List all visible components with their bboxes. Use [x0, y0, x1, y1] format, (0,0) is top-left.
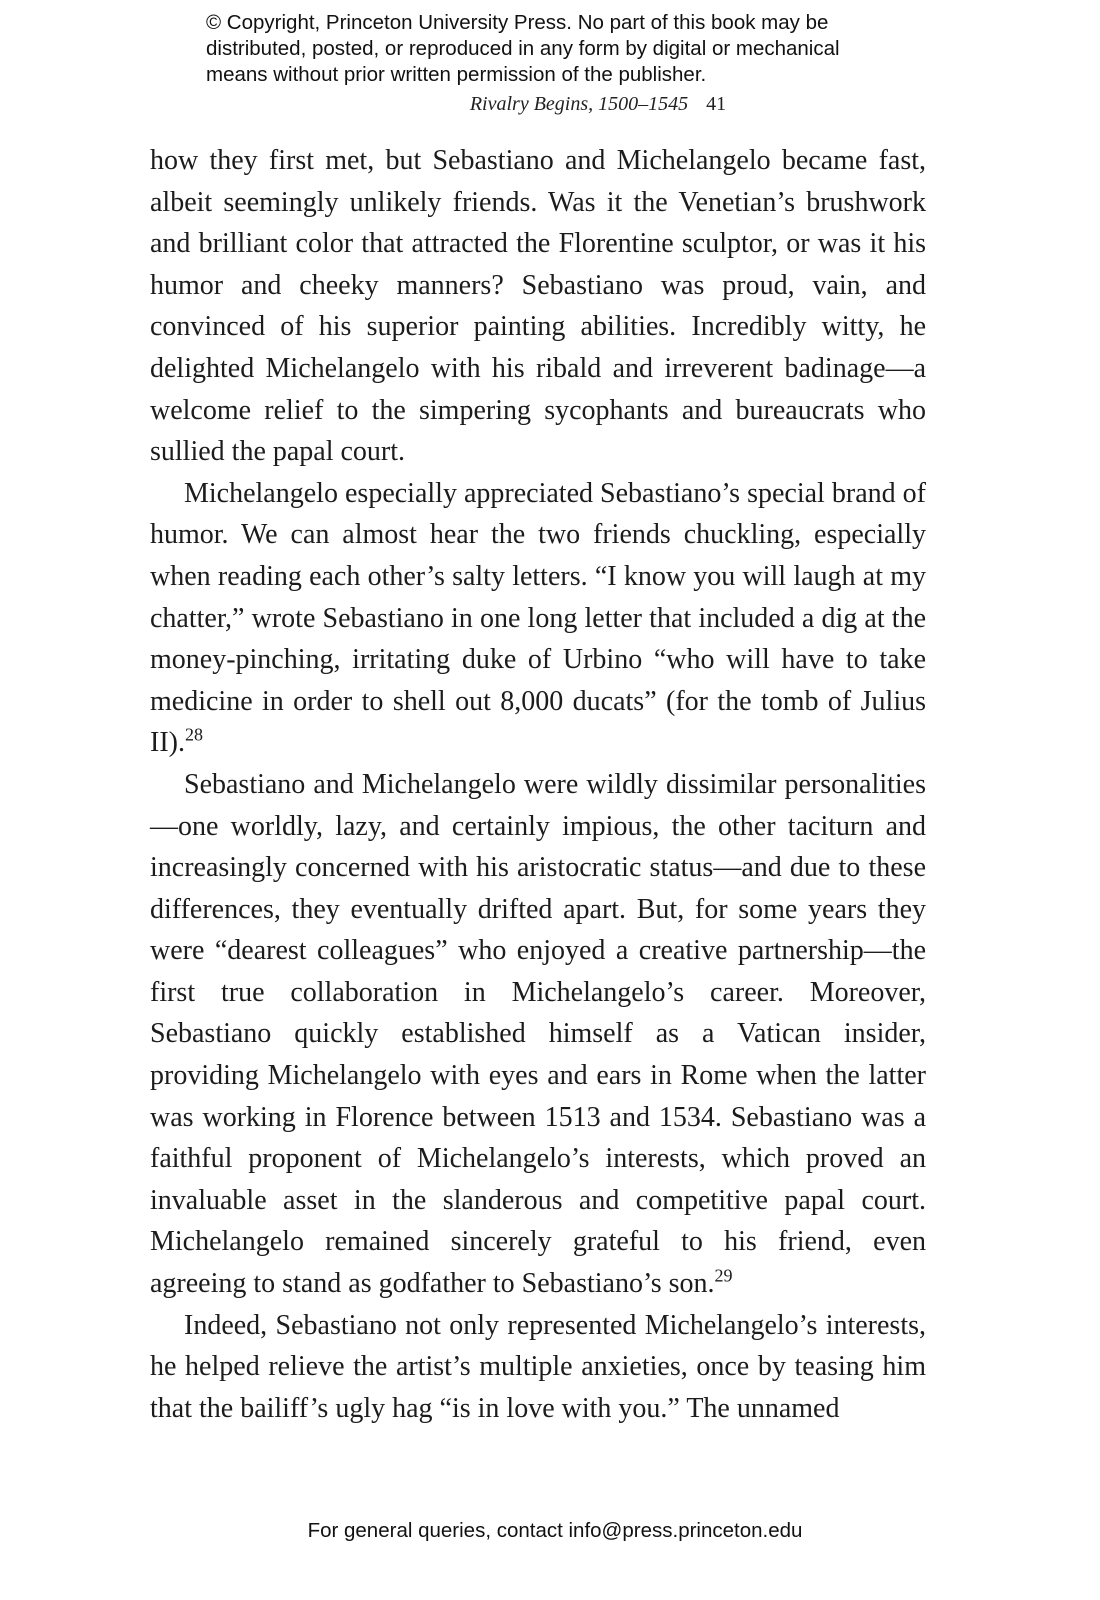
paragraph-2	[150, 473, 926, 764]
paragraph-4	[150, 1305, 926, 1430]
running-head	[0, 91, 1100, 117]
copyright-line-1: © Copyright, Princeton University Press. No part of this book may be	[206, 11, 829, 34]
paragraph-1-text: how they first met, but Sebastiano and Michelangelo became fast, albeit seemingly unlikely friends. Was it the Venetian’s brushwork and brilliant color that attracted the Florentine sculptor, or was it his humor and cheeky manners? Sebastiano was proud, vain, and convinced of his superior painting abilities. Incredibly witty, he delighted Michelangelo with his ribald and irreverent badinage—a welcome relief to the simpering sycophants and bureaucrats who sullied the papal court.	[150, 145, 926, 468]
paragraph-3	[150, 764, 926, 1305]
copyright-notice	[206, 10, 926, 88]
footer-text: For general queries, contact info@press.princeton.edu	[307, 1519, 803, 1542]
paragraph-4-text: Indeed, Sebastiano not only represented Michelangelo’s interests, he helped relieve the artist’s multiple anxieties, once by teasing him that the bailiff’s ugly hag “is in love with you.” The unnamed	[150, 1309, 926, 1424]
page-number: 41	[706, 93, 727, 115]
footer-contact	[0, 1518, 1100, 1544]
footnote-ref-29[interactable]: 29	[714, 1265, 733, 1286]
paragraph-3-text: Sebastiano and Michelangelo were wildly dissimilar personalities—one worldly, lazy, and certainly impious, the other taciturn and increasingly concerned with his aristocratic status—and due to these differences, they eventually drifted apart. But, for some years they were “dearest colleagues” who enjoyed a creative partnership—the first true collaboration in Michelangelo’s career. Moreover, Sebastiano quickly established himself as a Vatican insider, providing Michelangelo with eyes and ears in Rome when the latter was working in Florence between 1513 and 1534. Sebastiano was a faithful proponent of Michelangelo’s interests, which proved an invaluable asset in the slanderous and competitive papal court. Michelangelo remained sincerely grateful to his friend, even agreeing to stand as godfather to Sebastiano’s son.	[150, 768, 926, 1300]
body-text	[150, 140, 926, 1429]
copyright-line-2: distributed, posted, or reproduced in any form by digital or mechanical	[206, 37, 840, 60]
footnote-ref-28[interactable]: 28	[184, 724, 203, 745]
paragraph-2-text: Michelangelo especially appreciated Sebastiano’s special brand of humor. We can almost hear the two friends chuckling, especially when reading each other’s salty letters. “I know you will laugh at my chatter,” wrote Sebastiano in one long letter that included a dig at the money-pinching, irritating duke of Urbino “who will have to take medicine in order to shell out 8,000 ducats” (for the tomb of Julius II).	[150, 477, 926, 759]
copyright-line-3: means without prior written permission of the publisher.	[206, 63, 707, 86]
paragraph-1	[150, 140, 926, 473]
running-head-title: Rivalry Begins, 1500–1545	[469, 93, 689, 115]
